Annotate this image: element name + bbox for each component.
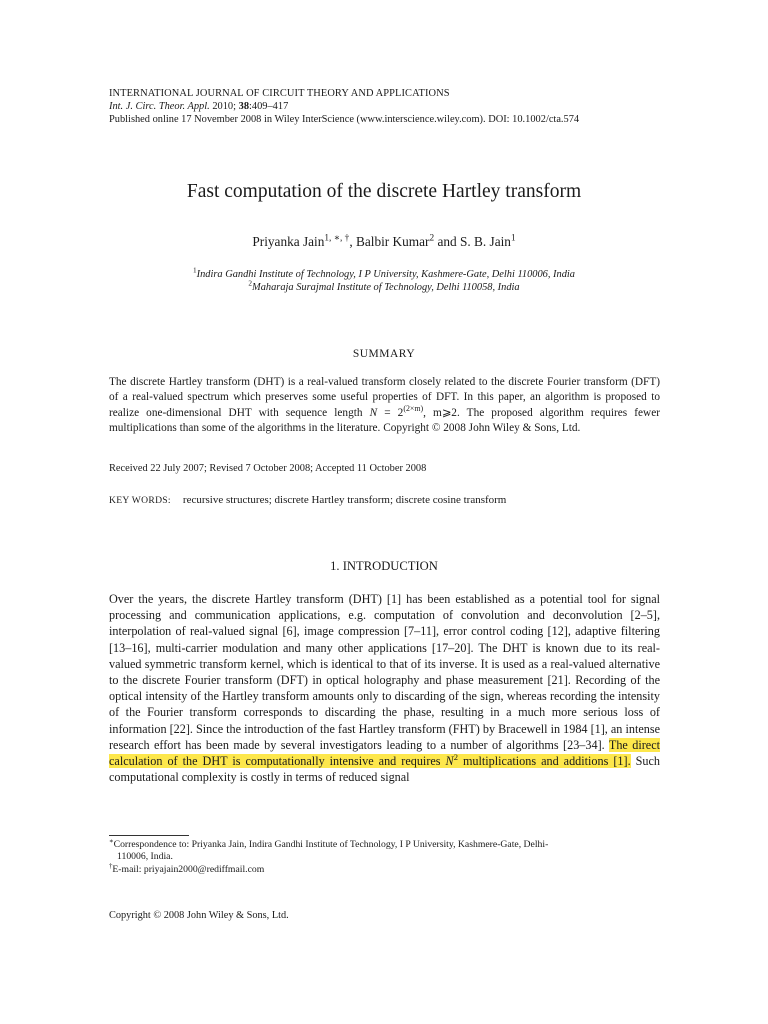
affiliation-1-text: Indira Gandhi Institute of Technology, I P University, Kashmere-Gate, Delhi 110006, India — [196, 269, 575, 280]
footnote-divider — [109, 835, 189, 836]
introduction-heading: 1. INTRODUCTION — [330, 559, 438, 573]
author-3-marks: 1 — [510, 233, 516, 244]
journal-citation — [109, 100, 669, 113]
footnote-correspondence-cont: 110006, India. — [117, 851, 173, 863]
highlight-text-a: The direct calculation of the DHT is computationally intensive and requires — [109, 737, 660, 769]
publication-info: Published online 17 November 2008 in Wiley InterScience (www.interscience.wiley.com). DOI: 10.1002/cta.574 — [109, 114, 580, 125]
citation-year: 2010; — [212, 101, 237, 112]
author-3: and S. B. Jain — [434, 234, 511, 249]
affiliation-2-text: Maharaja Surajmal Institute of Technology, Delhi 110058, India — [252, 282, 520, 293]
footnotes — [109, 839, 660, 876]
formula-m: , m⩾2 — [423, 406, 457, 419]
journal-name: INTERNATIONAL JOURNAL OF CIRCUIT THEORY AND APPLICATIONS — [109, 88, 450, 99]
formula-exponent: (2×m) — [403, 404, 424, 414]
copyright-notice: Copyright © 2008 John Wiley & Sons, Ltd. — [109, 910, 289, 921]
received-dates: Received 22 July 2007; Revised 7 October 2008; Accepted 11 October 2008 — [109, 463, 427, 474]
keywords-text: recursive structures; discrete Hartley transform; discrete cosine transform — [182, 494, 507, 506]
affiliation-2-mark: 2 — [248, 279, 253, 288]
paper-title: Fast computation of the discrete Hartley transform — [186, 181, 582, 202]
highlight-exponent: 2 — [453, 751, 458, 762]
author-1-marks: 1, ∗, † — [324, 233, 350, 244]
formula-n: N — [369, 406, 378, 419]
intro-body: Over the years, the discrete Hartley transform (DHT) [1] has been established as a potential tool for signal processing and communication applications, e.g. computation of convolution and deconvolution [2–5], interpolation of real-valued signal [6], image compression [7–11], error control coding [12], adaptive filtering [13–16], multi-carrier modulation and many other applications [17–20]. The DHT is known due to its real-valued symmetric transform kernel, which is identical to that of its inverse. It is used as a real-valued alternative to the discrete Fourier transform (DFT) in optical holography and phase measurement [21]. Recording of the optical intensity of the Hartley transform amounts only to discarding of the sign, whereas recording the intensity of the Fourier transform corresponds to discarding the phase, resulting in a much more serious loss of information [22]. Since the introduction of the fast Hartley transform (FHT) by Bracewell in 1984 [1], an intense research effort has been made by several investigators leading to a number of algorithms [23–34]. — [109, 592, 660, 752]
author-2: , Balbir Kumar — [349, 234, 430, 249]
footnote-corr-mark: ∗ — [109, 837, 114, 845]
keywords — [109, 494, 506, 506]
footnote-email-mark: † — [109, 862, 113, 870]
highlight-n: N — [445, 754, 454, 769]
introduction-text — [109, 591, 660, 785]
footnote-email-text[interactable]: E-mail: priyajain2000@rediffmail.com — [112, 863, 265, 875]
affiliation-1 — [0, 268, 768, 281]
citation-journal: Int. J. Circ. Theor. Appl. — [109, 101, 210, 112]
author-list — [0, 233, 768, 250]
intro-continuation: Such computational complexity is costly in terms of reduced signal — [109, 754, 661, 785]
abstract-part-2: . The proposed algorithm requires fewer multiplications than some of the algorithms in the literature. Copyright © 2008 John Wiley & Sons, Ltd. — [109, 406, 660, 435]
abstract-text — [109, 375, 660, 437]
formula-equals: = 2 — [377, 406, 404, 419]
summary-heading: SUMMARY — [352, 348, 416, 360]
affiliation-2 — [0, 281, 768, 294]
journal-header — [109, 87, 669, 126]
citation-volume: 38 — [238, 101, 250, 112]
affiliation-1-mark: 1 — [193, 266, 197, 275]
highlight-text-b: multiplications and additions [1]. — [457, 754, 631, 769]
footnote-email — [109, 864, 660, 876]
citation-pages: :409–417 — [249, 101, 289, 112]
abstract-part-1: The discrete Hartley transform (DHT) is a real-valued transform closely related to the discrete Fourier transform (DFT) of a real-valued spectrum which preserves some useful properties of DFT. In this paper, an algorithm is proposed to realize one-dimensional DHT with sequence length — [109, 376, 660, 419]
author-2-marks: 2 — [429, 233, 435, 244]
affiliations — [0, 268, 768, 294]
footnote-correspondence — [109, 839, 660, 851]
footnote-corr-text: Correspondence to: Priyanka Jain, Indira Gandhi Institute of Technology, I P University, Kashmere-Gate, Delhi- — [113, 839, 549, 850]
keywords-label: KEY WORDS: — [109, 495, 171, 506]
author-1: Priyanka Jain — [252, 234, 325, 249]
